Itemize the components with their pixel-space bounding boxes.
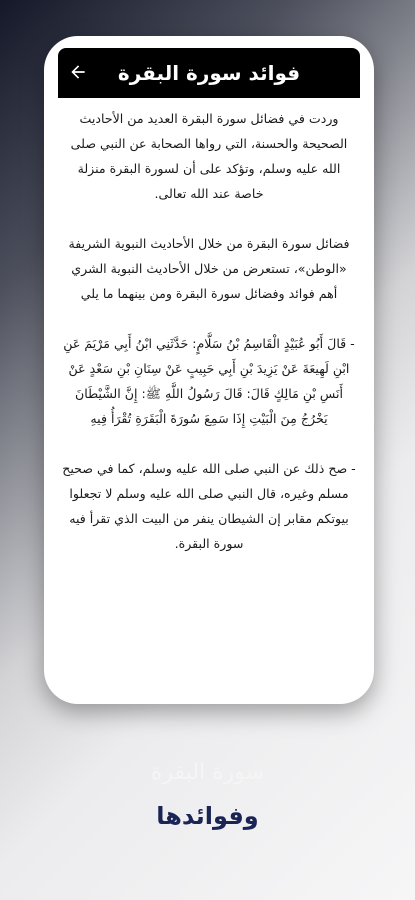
phone-screen bbox=[58, 48, 360, 688]
article-paragraph: - قَالَ أَبُو عُبَيْدٍ الْقَاسِمُ بْنُ سَلَّامٍ: حَدَّثَنِي ابْنُ أَبِي مَرْيَمَ عَنِ ابْنِ لَهِيعَةَ عَنْ يَزِيدَ بْنِ أَبِي حَبِيبٍ عَنْ سِنَانِ بْنِ سَعْدٍ عَنْ أَنَسِ بْنِ مَالِكٍ قَالَ: قَالَ رَسُولُ اللَّهِ ﷺ: إِنَّ الشَّيْطَانَ يَخْرُجُ مِنَ الْبَيْتِ إِذَا سَمِعَ سُورَةَ الْبَقَرَةِ تُقْرَأُ فِيهِ bbox=[63, 336, 355, 426]
page-title: فوائد سورة البقرة bbox=[117, 61, 301, 85]
article-paragraph: - صح ذلك عن النبي صلى الله عليه وسلم، كما في صحيح مسلم وغيره، قال النبي صلى الله عليه وسلم لا تجعلوا بيوتكم مقابر إن الشيطان ينفر من البيت الذي تقرأ فيه سورة البقرة. bbox=[62, 461, 356, 551]
caption-title: سورة البقرة bbox=[150, 760, 265, 785]
phone-frame bbox=[44, 36, 374, 704]
article-paragraph: وردت في فضائل سورة البقرة العديد من الأحاديث الصحيحة والحسنة، التي رواها الصحابة عن النبي صلى الله عليه وسلم، وتؤكد على أن لسورة البقرة منزلة خاصة عند الله تعالى. bbox=[70, 111, 348, 201]
article-body[interactable] bbox=[58, 106, 360, 688]
app-bar bbox=[58, 48, 360, 98]
back-button[interactable] bbox=[66, 60, 90, 84]
article-subheading: فضائل سورة البقرة من خلال الأحاديث النبوية الشريفة bbox=[68, 236, 350, 251]
caption-subtitle: وفوائدها bbox=[156, 802, 259, 830]
arrow-left-icon bbox=[68, 62, 88, 82]
article-paragraph: «الوطن»، تستعرض من خلال الأحاديث النبوية الشري أهم فوائد وفضائل سورة البقرة ومن بينهما ما يلي bbox=[71, 261, 347, 301]
